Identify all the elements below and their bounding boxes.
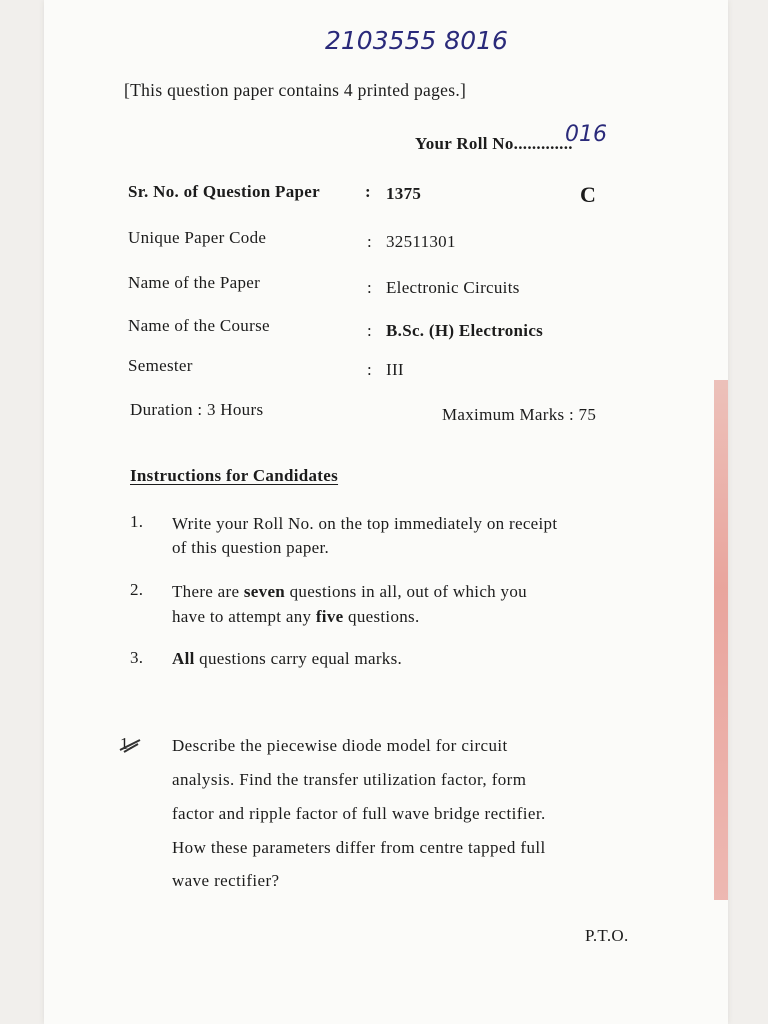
detail-label-paper-code: Unique Paper Code — [128, 228, 267, 247]
question-line-1: Describe the piecewise diode model for circuit — [172, 736, 508, 755]
detail-value-paper-code: 32511301 — [386, 232, 456, 251]
instruction-2-line-2: have to attempt any five questions. — [172, 607, 420, 626]
max-marks: Maximum Marks : 75 — [442, 405, 597, 424]
handwritten-roll-number: 016 — [565, 122, 607, 147]
instruction-number: 1. — [130, 512, 144, 531]
detail-value-course: B.Sc. (H) Electronics — [386, 321, 544, 340]
question-line-3: factor and ripple factor of full wave bridge rectifier. — [172, 804, 546, 823]
detail-value-sr-no: 1375 — [386, 184, 422, 203]
detail-label-paper-name: Name of the Paper — [128, 273, 261, 292]
detail-value-paper-name: Electronic Circuits — [386, 278, 520, 297]
question-number — [120, 734, 133, 754]
instruction-1-line-1: Write your Roll No. on the top immediately on receipt — [172, 514, 558, 533]
detail-sep: : — [367, 360, 373, 379]
instruction-number: 3. — [130, 648, 144, 667]
detail-sep: : — [365, 182, 371, 201]
duration: Duration : 3 Hours — [130, 400, 264, 419]
detail-value-semester: III — [386, 360, 404, 379]
detail-sep: : — [367, 278, 373, 297]
instruction-1-line-2: of this question paper. — [172, 538, 330, 557]
detail-sep: : — [367, 232, 373, 251]
instruction-3-line: All questions carry equal marks. — [172, 649, 403, 668]
pen-strike-mark — [118, 736, 144, 754]
red-edge-mark — [714, 380, 728, 900]
roll-number-label: Your Roll No............. — [415, 134, 573, 153]
handwritten-top-number: 2103555 8016 — [325, 26, 508, 55]
detail-label-course: Name of the Course — [128, 316, 270, 335]
pages-note: [This question paper contains 4 printed pages.] — [124, 80, 467, 100]
instruction-number: 2. — [130, 580, 144, 599]
instruction-2-line-1: There are seven questions in all, out of which you — [172, 582, 527, 601]
set-letter: C — [580, 182, 596, 207]
exam-paper — [44, 0, 728, 1024]
question-line-2: analysis. Find the transfer utilization factor, form — [172, 770, 527, 789]
detail-label-sr-no: Sr. No. of Question Paper — [128, 182, 320, 201]
question-number-text: 1. — [120, 734, 134, 753]
detail-sep: : — [367, 321, 373, 340]
question-line-5: wave rectifier? — [172, 871, 280, 890]
question-line-4: How these parameters differ from centre tapped full — [172, 838, 546, 857]
pto-footer: P.T.O. — [585, 926, 629, 945]
instructions-heading: Instructions for Candidates — [130, 466, 339, 485]
detail-label-semester: Semester — [128, 356, 193, 375]
